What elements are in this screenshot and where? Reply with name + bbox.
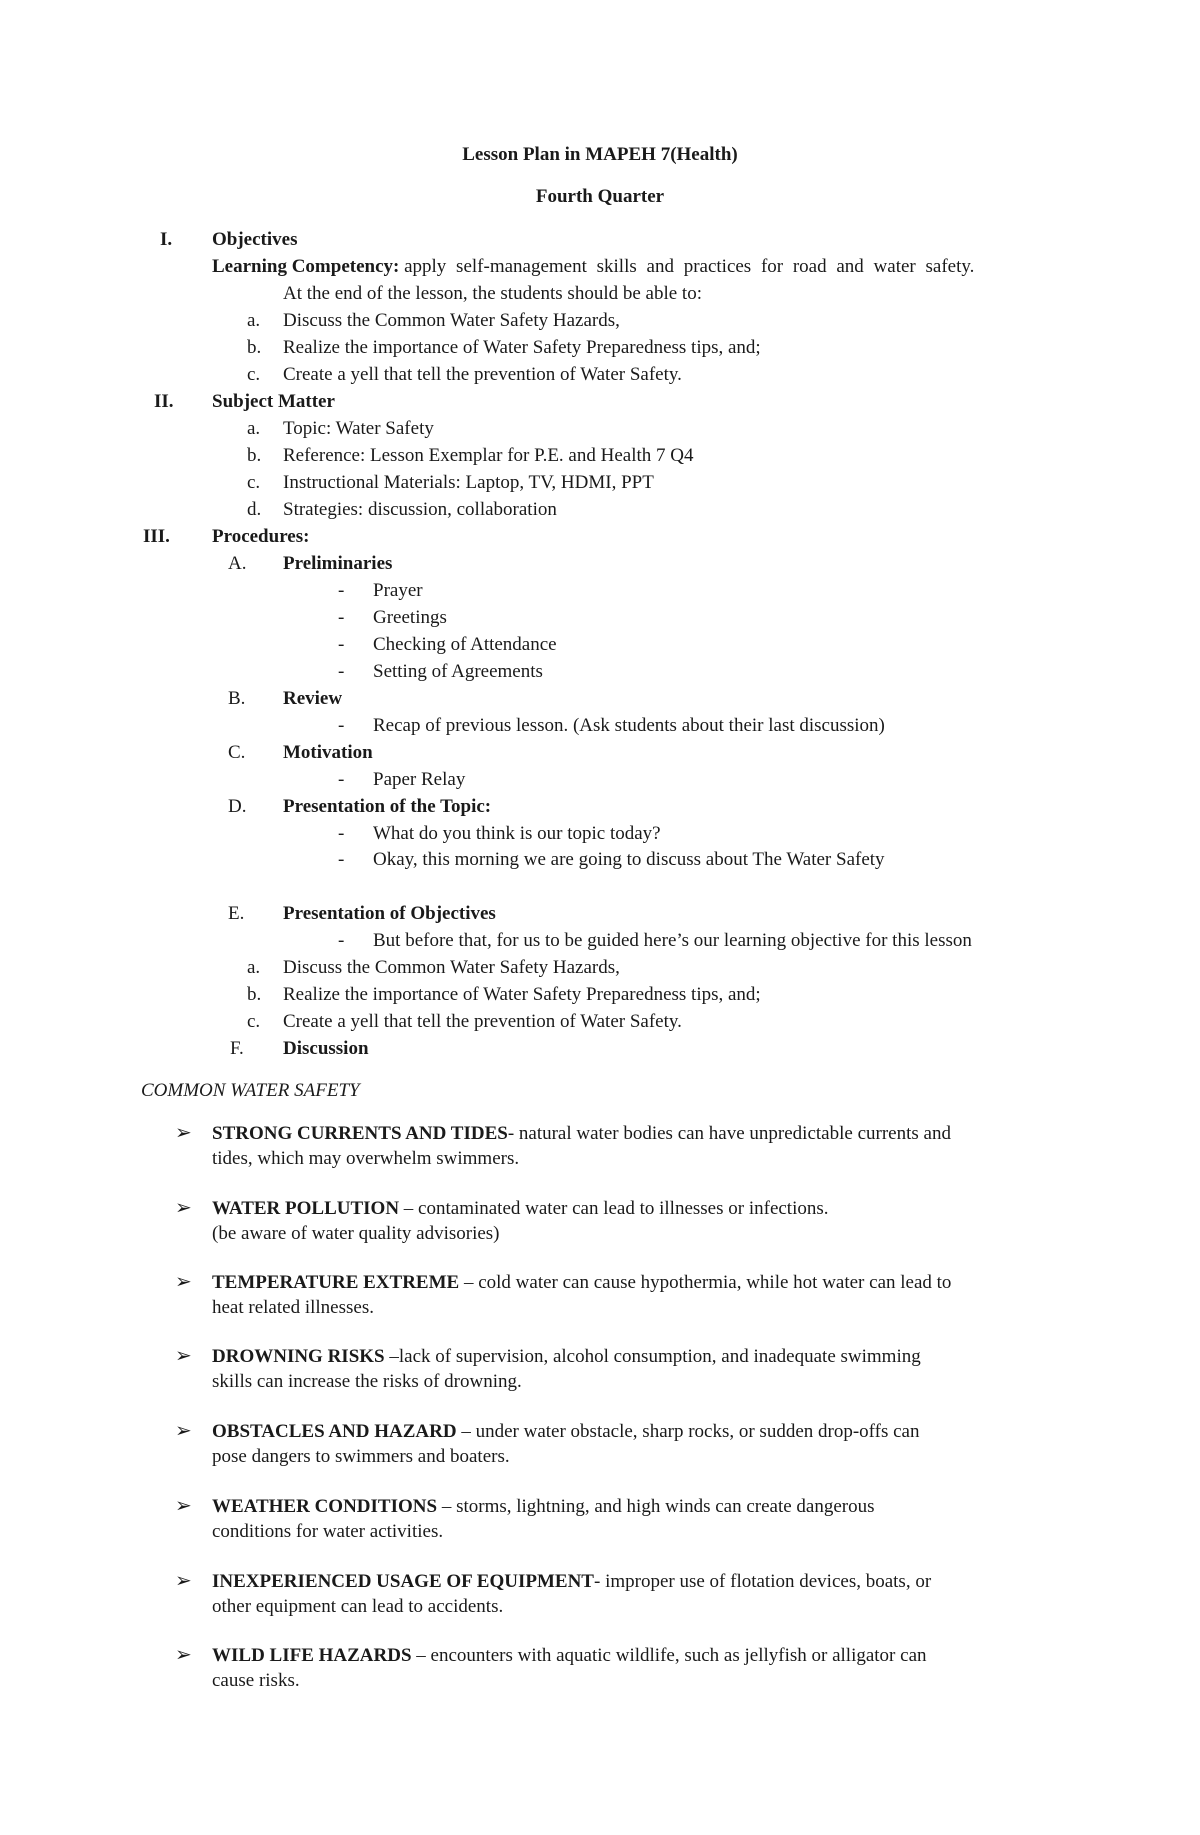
hazard-title: WATER POLLUTION bbox=[212, 1198, 400, 1219]
arrow-bullet-icon: ➢ bbox=[175, 1345, 192, 1367]
hazard-description-cont: (be aware of water quality advisories) bbox=[212, 1223, 500, 1244]
hazard-title: OBSTACLES AND HAZARD bbox=[212, 1421, 457, 1442]
hazard-description-cont: heat related illnesses. bbox=[212, 1297, 374, 1318]
hazard-title: DROWNING RISKS bbox=[212, 1346, 385, 1367]
hazard-separator: – bbox=[441, 1496, 452, 1517]
topic-item: What do you think is our topic today? bbox=[373, 823, 661, 844]
dash-bullet: - bbox=[338, 634, 345, 655]
hazard-description: under water obstacle, sharp rocks, or sudden drop-offs can bbox=[475, 1421, 920, 1442]
hazard-separator: - bbox=[507, 1123, 515, 1144]
subject-item: Reference: Lesson Exemplar for P.E. and Health 7 Q4 bbox=[283, 445, 694, 466]
hazard-item bbox=[212, 1270, 1072, 1320]
arrow-bullet-icon: ➢ bbox=[175, 1570, 192, 1592]
learning-competency bbox=[212, 255, 974, 279]
dash-bullet: - bbox=[338, 607, 345, 628]
section-numeral-objectives: I. bbox=[160, 229, 173, 250]
procedure-heading-presentation-objectives: Presentation of Objectives bbox=[283, 903, 496, 924]
procedure-marker: A. bbox=[228, 553, 247, 574]
dash-bullet: - bbox=[338, 661, 345, 682]
hazard-item bbox=[212, 1344, 1072, 1394]
hazard-description-cont: pose dangers to swimmers and boaters. bbox=[212, 1446, 510, 1467]
document-title: Lesson Plan in MAPEH 7(Health) bbox=[462, 144, 738, 165]
procedure-heading-review: Review bbox=[283, 688, 343, 709]
hazard-description-cont: conditions for water activities. bbox=[212, 1521, 444, 1542]
hazard-item bbox=[212, 1643, 1072, 1693]
section-numeral-procedures: III. bbox=[143, 526, 170, 547]
hazard-separator: - bbox=[593, 1571, 601, 1592]
hazard-description-cont: tides, which may overwhelm swimmers. bbox=[212, 1148, 520, 1169]
objective-item: Realize the importance of Water Safety Preparedness tips, and; bbox=[283, 984, 761, 1005]
procedure-marker: B. bbox=[228, 688, 246, 709]
list-marker: d. bbox=[247, 499, 262, 520]
hazard-separator: – bbox=[463, 1272, 474, 1293]
dash-bullet: - bbox=[338, 769, 345, 790]
motivation-item: Paper Relay bbox=[373, 769, 466, 790]
competency-text: apply self-management skills and practices for road and water safety. bbox=[404, 256, 975, 277]
list-marker: b. bbox=[247, 445, 262, 466]
section-heading-objectives: Objectives bbox=[212, 229, 298, 250]
hazard-title: STRONG CURRENTS AND TIDES bbox=[212, 1123, 508, 1144]
procedure-marker: D. bbox=[228, 796, 247, 817]
hazard-description-cont: skills can increase the risks of drowning. bbox=[212, 1371, 522, 1392]
section-numeral-subject-matter: II. bbox=[154, 391, 174, 412]
hazards-heading: COMMON WATER SAFETY bbox=[141, 1080, 360, 1101]
objectives-note: But before that, for us to be guided here’s our learning objective for this lesson bbox=[373, 930, 972, 951]
hazard-description: lack of supervision, alcohol consumption, and inadequate swimming bbox=[398, 1346, 921, 1367]
procedure-marker: E. bbox=[228, 903, 245, 924]
objective-item: Discuss the Common Water Safety Hazards, bbox=[283, 957, 620, 978]
arrow-bullet-icon: ➢ bbox=[175, 1197, 192, 1219]
competency-label: Learning Competency: bbox=[212, 256, 400, 277]
dash-bullet: - bbox=[338, 823, 345, 844]
hazard-item bbox=[212, 1419, 1072, 1469]
procedure-heading-presentation-topic: Presentation of the Topic: bbox=[283, 796, 492, 817]
arrow-bullet-icon: ➢ bbox=[175, 1644, 192, 1666]
hazard-item bbox=[212, 1121, 1072, 1171]
review-item: Recap of previous lesson. (Ask students about their last discussion) bbox=[373, 715, 885, 736]
hazard-description: storms, lightning, and high winds can create dangerous bbox=[456, 1496, 875, 1517]
topic-item: Okay, this morning we are going to discuss about The Water Safety bbox=[373, 849, 885, 870]
list-marker: a. bbox=[247, 957, 261, 978]
subject-item: Topic: Water Safety bbox=[283, 418, 434, 439]
procedure-marker: F. bbox=[230, 1038, 244, 1059]
list-marker: c. bbox=[247, 1011, 261, 1032]
subject-item: Instructional Materials: Laptop, TV, HDMI, PPT bbox=[283, 472, 654, 493]
objective-item: Discuss the Common Water Safety Hazards, bbox=[283, 310, 620, 331]
hazard-description: encounters with aquatic wildlife, such as jellyfish or alligator can bbox=[430, 1645, 927, 1666]
hazard-description: improper use of flotation devices, boats, or bbox=[605, 1571, 932, 1592]
procedure-heading-discussion: Discussion bbox=[283, 1038, 369, 1059]
hazard-description: contaminated water can lead to illnesses or infections. bbox=[418, 1198, 829, 1219]
hazard-item bbox=[212, 1569, 1072, 1619]
preliminary-item: Prayer bbox=[373, 580, 423, 601]
hazard-separator: – bbox=[389, 1346, 399, 1367]
subject-item: Strategies: discussion, collaboration bbox=[283, 499, 557, 520]
document-subtitle: Fourth Quarter bbox=[535, 186, 665, 207]
list-marker: b. bbox=[247, 984, 262, 1005]
preliminary-item: Setting of Agreements bbox=[373, 661, 543, 682]
section-heading-procedures: Procedures: bbox=[212, 526, 310, 547]
hazard-item bbox=[212, 1494, 1072, 1544]
hazard-description: natural water bodies can have unpredictable currents and bbox=[518, 1123, 951, 1144]
dash-bullet: - bbox=[338, 715, 345, 736]
arrow-bullet-icon: ➢ bbox=[175, 1420, 192, 1442]
preliminary-item: Greetings bbox=[373, 607, 447, 628]
preliminary-item: Checking of Attendance bbox=[373, 634, 557, 655]
hazard-title: INEXPERIENCED USAGE OF EQUIPMENT bbox=[212, 1571, 594, 1592]
arrow-bullet-icon: ➢ bbox=[175, 1122, 192, 1144]
hazard-title: WILD LIFE HAZARDS bbox=[212, 1645, 412, 1666]
hazard-title: WEATHER CONDITIONS bbox=[212, 1496, 438, 1517]
section-heading-subject-matter: Subject Matter bbox=[212, 391, 335, 412]
objectives-intro: At the end of the lesson, the students should be able to: bbox=[283, 283, 702, 304]
arrow-bullet-icon: ➢ bbox=[175, 1271, 192, 1293]
hazard-description-cont: other equipment can lead to accidents. bbox=[212, 1596, 504, 1617]
objective-item: Realize the importance of Water Safety Preparedness tips, and; bbox=[283, 337, 761, 358]
procedure-heading-preliminaries: Preliminaries bbox=[283, 553, 393, 574]
hazard-title: TEMPERATURE EXTREME bbox=[212, 1272, 460, 1293]
list-marker: b. bbox=[247, 337, 262, 358]
procedure-heading-motivation: Motivation bbox=[283, 742, 373, 763]
dash-bullet: - bbox=[338, 849, 345, 870]
list-marker: a. bbox=[247, 310, 261, 331]
hazard-description: cold water can cause hypothermia, while hot water can lead to bbox=[478, 1272, 952, 1293]
objective-item: Create a yell that tell the prevention of Water Safety. bbox=[283, 364, 682, 385]
list-marker: c. bbox=[247, 364, 261, 385]
list-marker: a. bbox=[247, 418, 261, 439]
procedure-marker: C. bbox=[228, 742, 246, 763]
objective-item: Create a yell that tell the prevention of Water Safety. bbox=[283, 1011, 682, 1032]
hazard-separator: – bbox=[416, 1645, 426, 1666]
dash-bullet: - bbox=[338, 580, 345, 601]
hazard-separator: – bbox=[403, 1198, 414, 1219]
dash-bullet: - bbox=[338, 930, 345, 951]
hazard-separator: – bbox=[461, 1421, 471, 1442]
list-marker: c. bbox=[247, 472, 261, 493]
hazard-description-cont: cause risks. bbox=[212, 1670, 300, 1691]
hazard-item bbox=[212, 1196, 1072, 1246]
arrow-bullet-icon: ➢ bbox=[175, 1495, 192, 1517]
